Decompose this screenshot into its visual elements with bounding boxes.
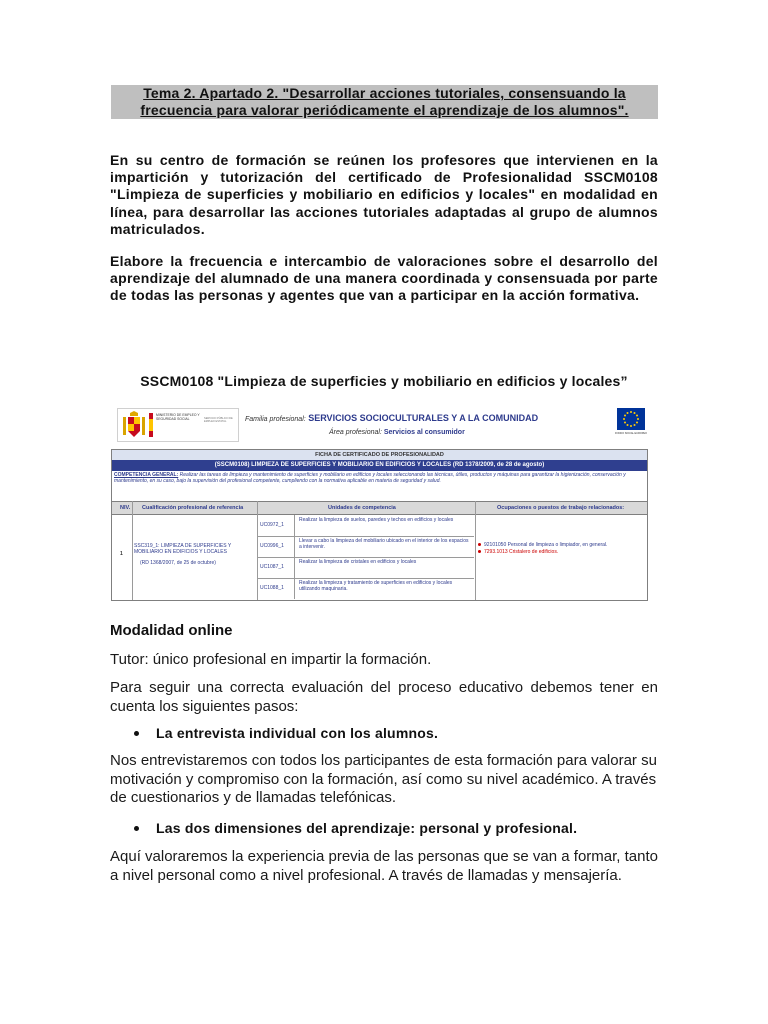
dimensions-paragraph: Aquí valoraremos la experiencia previa de las personas que se van a formar, tanto a nivel personal como a nivel profesional. A través de llamadas y mensajería. (110, 848, 658, 884)
cell-divider (294, 578, 295, 599)
certificate-code-line: (SSCM0108) LIMPIEZA DE SUPERFICIES Y MOBILIARIO EN EDIFICIOS Y LOCALES (RD 1378/2009, de 28 de agosto) (112, 460, 647, 471)
area-value: Servicios al consumidor (383, 429, 465, 436)
certificate-header (111, 404, 648, 442)
competencia-label: COMPETENCIA GENERAL: (114, 472, 179, 478)
document-title: Tema 2. Apartado 2. "Desarrollar acciones tutoriales, consensuando la frecuencia para valorar periódicamente el aprendizaje de los alumnos". (111, 85, 658, 119)
area-profesional (329, 429, 465, 436)
area-label: Área profesional: (329, 429, 382, 436)
certificate-heading: SSCM0108 "Limpieza de superficies y mobiliario en edificios y locales” (140, 373, 628, 389)
familia-label: Familia profesional: (245, 416, 306, 423)
nivel-value: 1 (120, 551, 123, 557)
bullet-dot-icon (134, 731, 139, 736)
modalidad-heading: Modalidad online (110, 622, 233, 639)
header-ocupaciones: Ocupaciones o puestos de trabajo relacionados: (497, 505, 625, 511)
intro-paragraph: En su centro de formación se reúnen los profesores que intervienen en la impartición y tutorización del certificado de Profesionalidad SSCM0108 "Limpieza de superficies y mobiliario en edificios y locales" en modalidad en línea, para desarrollar las acciones tutoriales adaptadas al grupo de alumnos matriculados. (110, 152, 658, 237)
qualification-rd: (RD 1368/2007, de 25 de octubre) (140, 560, 216, 566)
steps-paragraph: Para seguir una correcta evaluación del proceso educativo debemos tener en cuenta los siguientes pasos: (110, 679, 658, 715)
occupation-text: 92101050 Personal de limpieza o limpiador, en general. (484, 542, 608, 548)
bullet-text: La entrevista individual con los alumnos. (156, 725, 439, 741)
competencia-text: Realizar las tareas de limpieza y mantenimiento de superficies y mobiliario en edificios y locales seleccionando las técnicas, útiles, productos y máquinas para garantizar la higienización, conservación y mantenimiento, en su caso, bajo la supervisión del profesional competente, cumpliendo con la normativa aplicable en materia de seguridad y salud. (114, 472, 626, 484)
interview-paragraph: Nos entrevistaremos con todos los participantes de esta formación para valorar su motivación y compromiso con la formación, así como su nivel académico. A través de cuestionarios y de llamadas telefónicas. (110, 752, 657, 806)
table-body (112, 515, 647, 600)
ministry-logo (117, 408, 239, 442)
spain-flag-icon (149, 413, 153, 437)
cell-divider (294, 557, 295, 578)
occupation-text: 7293.1013 Cristalero de edificios. (484, 549, 559, 555)
table-row (258, 578, 474, 599)
eu-fund-label: FONDO SOCIAL EUROPEO (615, 432, 647, 435)
column-divider (132, 501, 133, 600)
unit-code: UC0996_1 (260, 543, 284, 549)
header-cualificacion: Cualificación profesional de referencia (142, 505, 244, 511)
list-item (478, 542, 644, 549)
cell-divider (294, 515, 295, 536)
eu-flag-icon (617, 408, 645, 430)
cell-divider (294, 536, 295, 557)
unit-code: UC0972_1 (260, 522, 284, 528)
bullet-dot-icon (478, 550, 481, 553)
familia-profesional (245, 413, 538, 423)
spain-coat-of-arms-icon (121, 411, 147, 439)
tutor-paragraph: Tutor: único profesional en impartir la formación. (110, 651, 432, 668)
certificate-table (111, 449, 648, 601)
unit-description: Realizar la limpieza y tratamiento de superficies en edificios y locales utilizando maquinaria. (299, 580, 453, 592)
bullet-dot-icon (134, 826, 139, 831)
column-divider (475, 501, 476, 600)
unit-description: Realizar la limpieza de suelos, paredes y techos en edificios y locales (299, 517, 454, 523)
eu-logo (612, 408, 646, 440)
unit-description: Realizar la limpieza de cristales en edificios y locales (299, 559, 417, 565)
list-item (478, 549, 644, 556)
table-row (258, 557, 474, 579)
header-unidades: Unidades de competencia (328, 505, 396, 511)
table-row (258, 536, 474, 558)
unit-description: Llevar a cabo la limpieza del mobiliario ubicado en el interior de los espacios a intervenir. (299, 538, 469, 550)
unit-code: UC1088_1 (260, 585, 284, 591)
task-paragraph: Elabore la frecuencia e intercambio de valoraciones sobre el desarrollo del aprendizaje del alumnado de una manera coordinada y consensuada por parte de todas las personas y agentes que van a participar en la acción formativa. (110, 253, 658, 304)
ministry-subtitle: SERVICIO PÚBLICO DE EMPLEO ESTATAL (204, 417, 233, 424)
ministry-name: MINISTERIO DE EMPLEO Y SEGURIDAD SOCIAL (156, 413, 200, 421)
ficha-title: FICHA DE CERTIFICADO DE PROFESIONALIDAD (112, 450, 647, 460)
table-row (258, 515, 474, 537)
bullet-text: Las dos dimensiones del aprendizaje: personal y profesional. (156, 820, 578, 836)
familia-value: SERVICIOS SOCIOCULTURALES Y A LA COMUNIDAD (308, 413, 539, 423)
bullet-dot-icon (478, 543, 481, 546)
header-nivel: NIV. (120, 505, 131, 511)
table-header-row (112, 501, 647, 515)
unit-code: UC1087_1 (260, 564, 284, 570)
qualification-name: SSC319_1: LIMPIEZA DE SUPERFICIES Y MOBILIARIO EN EDIFICIOS Y LOCALES (134, 543, 232, 555)
qualification-cell (134, 543, 252, 566)
certificate-sheet (111, 404, 648, 602)
occupations-cell (478, 542, 644, 556)
competencia-general (114, 472, 645, 500)
